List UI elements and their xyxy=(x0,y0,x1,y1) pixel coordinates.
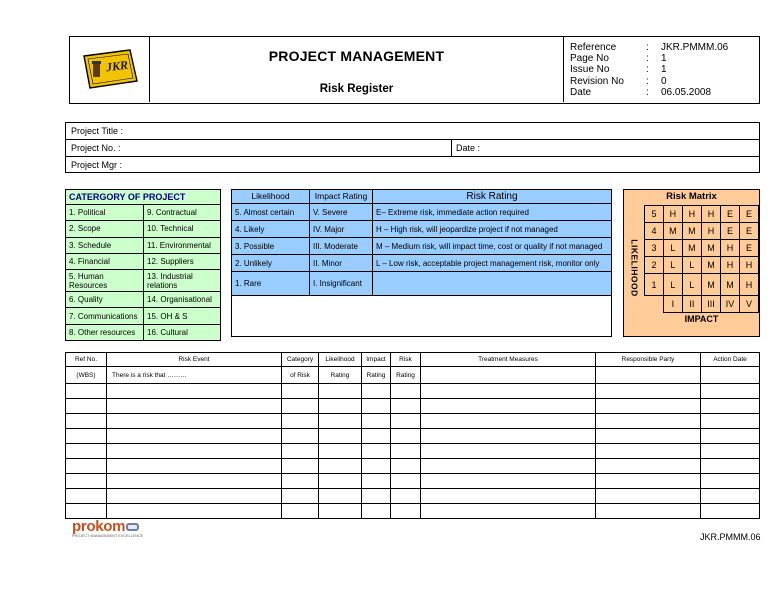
matrix-cell: H xyxy=(720,240,739,257)
table-cell[interactable] xyxy=(701,429,760,444)
matrix-row-label: 5 xyxy=(645,206,664,223)
table-cell[interactable] xyxy=(319,414,362,429)
table-cell[interactable] xyxy=(319,429,362,444)
table-cell[interactable] xyxy=(421,384,596,399)
matrix-row-label: 2 xyxy=(645,257,664,274)
col-subheader xyxy=(701,367,760,384)
table-cell[interactable] xyxy=(391,414,421,429)
impact-cell: III. Moderate xyxy=(310,238,373,255)
meta-row xyxy=(570,53,760,64)
rating-cell: H – High risk, will jeopardize project if not managed xyxy=(373,221,612,238)
meta-colon: : xyxy=(646,86,649,98)
table-cell[interactable] xyxy=(701,414,760,429)
col-header: Impact xyxy=(362,353,391,367)
impact-col-label: V xyxy=(740,296,759,313)
table-cell[interactable] xyxy=(319,504,362,519)
col-header: Risk xyxy=(391,353,421,367)
project-title-field[interactable] xyxy=(66,123,759,140)
matrix-row-label: 3 xyxy=(645,240,664,257)
meta-colon: : xyxy=(646,53,649,65)
table-cell[interactable] xyxy=(701,444,760,459)
table-cell[interactable] xyxy=(319,384,362,399)
table-cell[interactable] xyxy=(701,399,760,414)
table-cell[interactable] xyxy=(596,429,701,444)
impact-col-label: II xyxy=(682,296,701,313)
category-cell: 5. Human Resources xyxy=(66,270,144,292)
table-cell[interactable] xyxy=(362,414,391,429)
col-header: Ref No. xyxy=(66,353,107,367)
rating-cell: L – Low risk, acceptable project management risk, monitor only xyxy=(373,255,612,272)
table-row xyxy=(66,384,760,399)
category-table xyxy=(65,189,221,341)
category-cell: 2. Scope xyxy=(66,221,144,237)
rating-cell: M – Medium risk, will impact time, cost or quality if not managed xyxy=(373,238,612,255)
col-header: Treatment Measures xyxy=(421,353,596,367)
table-cell[interactable] xyxy=(391,474,421,489)
likelihood-axis-text: LIKELIHOOD xyxy=(630,238,641,297)
likelihood-cell: 4. Likely xyxy=(232,221,310,238)
table-cell[interactable] xyxy=(319,444,362,459)
matrix-cell: E xyxy=(740,240,759,257)
col-subheader: Rating xyxy=(319,367,362,384)
category-cell: 10. Technical xyxy=(144,221,221,237)
table-cell[interactable] xyxy=(701,489,760,504)
col-subheader: Rating xyxy=(362,367,391,384)
matrix-row-label: 4 xyxy=(645,223,664,240)
document-meta xyxy=(570,42,760,98)
col-subheader: There is a risk that ……… xyxy=(107,367,282,384)
table-cell[interactable] xyxy=(319,474,362,489)
table-cell[interactable] xyxy=(596,459,701,474)
impact-cell: IV. Major xyxy=(310,221,373,238)
meta-row xyxy=(570,76,760,87)
matrix-row-label: 1 xyxy=(645,274,664,296)
col-subheader xyxy=(421,367,596,384)
table-cell[interactable] xyxy=(66,444,107,459)
matrix-cell: H xyxy=(701,223,720,240)
prokom-logo xyxy=(72,518,143,538)
table-cell[interactable] xyxy=(107,414,282,429)
matrix-cell: M xyxy=(663,223,682,240)
risk-matrix xyxy=(623,189,760,337)
project-mgr-field[interactable] xyxy=(66,157,759,174)
table-cell[interactable] xyxy=(701,459,760,474)
likelihood-cell: 5. Almost certain xyxy=(232,204,310,221)
impact-rating-header: Impact Rating xyxy=(310,190,373,204)
table-cell[interactable] xyxy=(391,459,421,474)
title-cell xyxy=(150,37,564,102)
col-header: Category xyxy=(282,353,319,367)
table-cell[interactable] xyxy=(362,399,391,414)
table-row xyxy=(66,399,760,414)
table-cell[interactable] xyxy=(282,459,319,474)
meta-value: 1 xyxy=(661,53,667,65)
table-row xyxy=(66,474,760,489)
meta-key: Revision No xyxy=(570,75,624,87)
table-cell[interactable] xyxy=(596,474,701,489)
table-cell[interactable] xyxy=(66,489,107,504)
table-cell[interactable] xyxy=(107,444,282,459)
category-heading: CATERGORY OF PROJECT xyxy=(66,190,221,205)
date-label: Date : xyxy=(456,143,481,153)
matrix-cell: L xyxy=(663,274,682,296)
matrix-cell: H xyxy=(663,206,682,223)
risk-rating-header: Risk Rating xyxy=(373,190,612,204)
matrix-cell: L xyxy=(682,257,701,274)
matrix-cell: M xyxy=(720,274,739,296)
col-subheader: of Risk xyxy=(282,367,319,384)
table-cell[interactable] xyxy=(66,504,107,519)
risk-register-table xyxy=(65,352,760,519)
matrix-cell: E xyxy=(720,223,739,240)
category-cell: 9. Contractual xyxy=(144,205,221,221)
table-cell[interactable] xyxy=(362,489,391,504)
table-cell[interactable] xyxy=(596,414,701,429)
footer-reference: JKR.PMMM.06 xyxy=(700,532,761,542)
meta-colon: : xyxy=(646,75,649,87)
date-field[interactable] xyxy=(451,140,761,157)
likelihood-cell: 3. Possible xyxy=(232,238,310,255)
table-row xyxy=(66,489,760,504)
meta-value: 1 xyxy=(661,64,667,76)
table-cell[interactable] xyxy=(107,489,282,504)
category-cell: 11. Environmental xyxy=(144,237,221,253)
meta-key: Date xyxy=(570,86,592,98)
impact-cell: I. Insignificant xyxy=(310,272,373,296)
risk-matrix-title: Risk Matrix xyxy=(666,191,717,202)
category-cell: 1. Political xyxy=(66,205,144,221)
impact-axis-label: IMPACT xyxy=(684,314,719,324)
table-cell[interactable] xyxy=(701,474,760,489)
matrix-cell: L xyxy=(663,240,682,257)
project-no-label: Project No. : xyxy=(71,143,121,153)
table-cell[interactable] xyxy=(319,459,362,474)
table-cell[interactable] xyxy=(319,489,362,504)
category-cell: 6. Quality xyxy=(66,292,144,308)
category-cell: 15. OH & S xyxy=(144,308,221,324)
matrix-cell: M xyxy=(701,274,720,296)
prokom-tagline: PROJECT MANAGEMENT EXCELLENCE xyxy=(72,534,144,538)
matrix-cell: M xyxy=(701,257,720,274)
meta-value: 0 xyxy=(661,75,667,87)
category-cell: 13. Industrial relations xyxy=(144,270,221,292)
matrix-cell: H xyxy=(740,257,759,274)
table-cell[interactable] xyxy=(421,474,596,489)
category-cell: 4. Financial xyxy=(66,253,144,269)
table-cell[interactable] xyxy=(362,459,391,474)
table-cell[interactable] xyxy=(282,429,319,444)
table-cell[interactable] xyxy=(391,489,421,504)
meta-row xyxy=(570,87,760,98)
prokom-wordmark: prokom xyxy=(72,518,126,535)
likelihood-header: Likelihood xyxy=(232,190,310,204)
risk-matrix-grid xyxy=(644,205,759,313)
table-cell[interactable] xyxy=(391,384,421,399)
table-cell[interactable] xyxy=(362,504,391,519)
table-cell[interactable] xyxy=(391,444,421,459)
rating-cell: E– Extreme risk, immediate action required xyxy=(373,204,612,221)
table-cell[interactable] xyxy=(421,444,596,459)
table-cell[interactable] xyxy=(421,429,596,444)
table-row xyxy=(66,504,760,519)
matrix-cell: E xyxy=(740,223,759,240)
col-header: Action Date xyxy=(701,353,760,367)
meta-value: JKR.PMMM.06 xyxy=(661,42,729,53)
matrix-cell: H xyxy=(682,206,701,223)
table-cell[interactable] xyxy=(107,429,282,444)
table-cell[interactable] xyxy=(107,459,282,474)
table-cell[interactable] xyxy=(596,399,701,414)
document-subtitle: Risk Register xyxy=(319,83,394,95)
matrix-cell: E xyxy=(740,206,759,223)
table-cell[interactable] xyxy=(107,504,282,519)
category-cell: 16. Cultural xyxy=(144,324,221,340)
meta-colon: : xyxy=(646,64,649,76)
table-cell[interactable] xyxy=(282,489,319,504)
table-cell[interactable] xyxy=(421,414,596,429)
category-cell: 14. Organisational xyxy=(144,292,221,308)
table-cell[interactable] xyxy=(66,429,107,444)
rating-cell xyxy=(373,272,612,296)
table-cell[interactable] xyxy=(362,444,391,459)
meta-row xyxy=(570,64,760,75)
table-cell[interactable] xyxy=(66,474,107,489)
table-cell[interactable] xyxy=(282,399,319,414)
likelihood-cell: 1. Rare xyxy=(232,272,310,296)
col-header: Responsible Party xyxy=(596,353,701,367)
table-cell[interactable] xyxy=(66,414,107,429)
table-cell[interactable] xyxy=(701,504,760,519)
project-info-box xyxy=(65,122,760,173)
table-cell[interactable] xyxy=(66,399,107,414)
table-cell[interactable] xyxy=(282,504,319,519)
col-header: Likelihood xyxy=(319,353,362,367)
table-cell[interactable] xyxy=(107,474,282,489)
document-header xyxy=(69,36,760,104)
table-cell[interactable] xyxy=(421,504,596,519)
table-cell[interactable] xyxy=(319,399,362,414)
table-cell[interactable] xyxy=(421,489,596,504)
prokom-mark-icon xyxy=(126,523,139,531)
table-cell[interactable] xyxy=(107,384,282,399)
category-cell: 8. Other resources xyxy=(66,324,144,340)
impact-col-label: I xyxy=(663,296,682,313)
meta-key: Page No xyxy=(570,53,609,65)
table-cell[interactable] xyxy=(596,444,701,459)
col-subheader xyxy=(596,367,701,384)
col-subheader: (WBS) xyxy=(66,367,107,384)
matrix-corner xyxy=(645,296,664,313)
table-row xyxy=(66,444,760,459)
category-cell: 12. Suppliers xyxy=(144,253,221,269)
table-row xyxy=(66,429,760,444)
meta-row xyxy=(570,42,760,53)
table-cell[interactable] xyxy=(282,444,319,459)
table-cell[interactable] xyxy=(66,384,107,399)
matrix-cell: E xyxy=(720,206,739,223)
table-row xyxy=(66,414,760,429)
logo-text: JKR xyxy=(105,57,129,75)
category-cell: 3. Schedule xyxy=(66,237,144,253)
matrix-cell: L xyxy=(663,257,682,274)
meta-key: Issue No xyxy=(570,64,610,76)
table-cell[interactable] xyxy=(282,384,319,399)
table-cell[interactable] xyxy=(391,504,421,519)
table-cell[interactable] xyxy=(596,504,701,519)
table-cell[interactable] xyxy=(596,489,701,504)
table-cell[interactable] xyxy=(596,384,701,399)
table-cell[interactable] xyxy=(362,474,391,489)
likelihood-cell: 2. Unlikely xyxy=(232,255,310,272)
col-subheader: Rating xyxy=(391,367,421,384)
table-cell[interactable] xyxy=(107,399,282,414)
table-cell[interactable] xyxy=(391,399,421,414)
category-cell: 7. Communications xyxy=(66,308,144,324)
impact-col-label: III xyxy=(701,296,720,313)
impact-cell: II. Minor xyxy=(310,255,373,272)
table-cell[interactable] xyxy=(282,474,319,489)
impact-col-label: IV xyxy=(720,296,739,313)
table-row xyxy=(66,459,760,474)
project-mgr-label: Project Mgr : xyxy=(71,160,123,170)
matrix-cell: H xyxy=(740,274,759,296)
matrix-cell: H xyxy=(720,257,739,274)
document-title: PROJECT MANAGEMENT xyxy=(268,48,445,64)
risk-rating-blank-area xyxy=(231,296,612,337)
matrix-cell: H xyxy=(701,206,720,223)
likelihood-axis-label xyxy=(628,220,642,315)
table-cell[interactable] xyxy=(391,429,421,444)
table-cell[interactable] xyxy=(421,459,596,474)
matrix-cell: M xyxy=(701,240,720,257)
logo-cell xyxy=(70,37,150,102)
table-cell[interactable] xyxy=(362,384,391,399)
table-cell[interactable] xyxy=(362,429,391,444)
matrix-cell: M xyxy=(682,223,701,240)
risk-rating-table xyxy=(231,189,612,296)
table-cell[interactable] xyxy=(66,459,107,474)
col-header: Risk Event xyxy=(107,353,282,367)
matrix-cell: L xyxy=(682,274,701,296)
matrix-cell: M xyxy=(682,240,701,257)
table-cell[interactable] xyxy=(701,384,760,399)
impact-cell: V. Severe xyxy=(310,204,373,221)
table-cell[interactable] xyxy=(282,414,319,429)
meta-value: 06.05.2008 xyxy=(661,86,712,98)
project-title-label: Project Title : xyxy=(71,126,124,136)
table-cell[interactable] xyxy=(421,399,596,414)
meta-key: Reference xyxy=(570,42,617,53)
meta-colon: : xyxy=(646,42,649,53)
